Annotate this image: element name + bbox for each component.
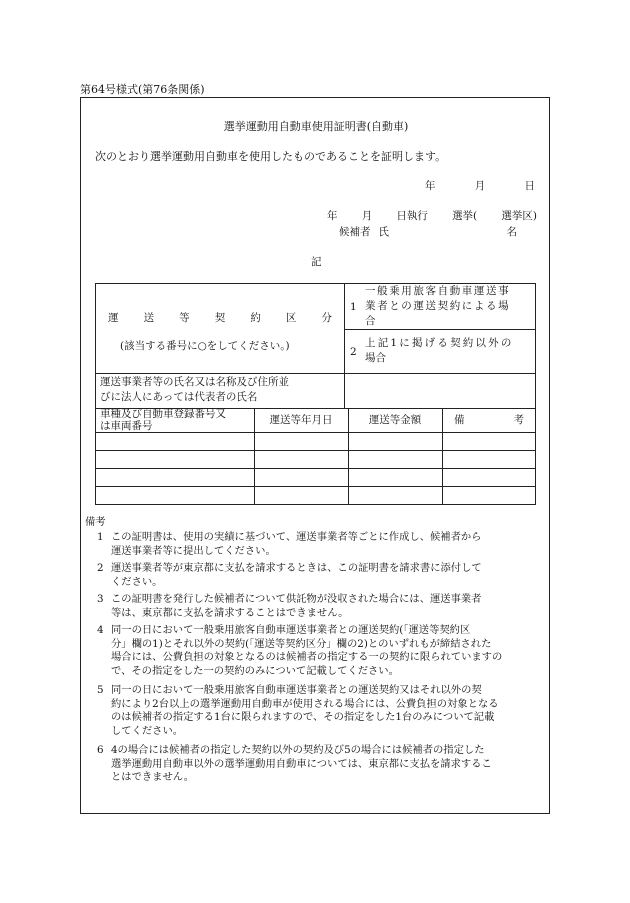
table-row-2-vehicle-cell[interactable] [97,451,253,467]
election-year-label: 年 [327,210,338,222]
notes-title: 備考 [85,516,106,528]
certificate-frame [80,97,550,814]
vehicle-number-header: 車種及び自動車登録番号又 は車両番号 [100,408,226,432]
contract-instruction: (該当する番号に○をしてください。) [120,340,290,352]
table-row-2-amount-cell[interactable] [349,451,441,467]
certification-statement: 次のとおり選挙運動用自動車を使用したものであることを証明します。 [95,150,447,163]
election-name-label: 選挙( [452,210,478,222]
remarks-header: 備 考 [454,414,524,426]
row-divider [96,373,536,374]
option-1-number[interactable]: 1 [350,301,357,313]
table-row-4-remarks-cell[interactable] [443,487,535,503]
note-item: 5 同一の日において一般乗用旅客自動車運送事業者との運送契約又はそれ以外の契 約により2台以上の選挙運動用自動車が使用される場合には、公費負担の対象となる のは候補者の指定する1台に限られますので、その指定をした1台のみについて記載 してください。 [97,684,499,737]
table-row-3-amount-cell[interactable] [349,469,441,485]
note-item: 2 運送事業者等が東京都に支払を請求するときは、この証明書を請求書に添付して ください。 [97,562,482,588]
transport-date-header: 運送等年月日 [269,414,333,426]
year-label: 年 [425,180,436,192]
table-row-3-date-cell[interactable] [255,469,347,485]
election-line [327,208,537,223]
table-row-3-vehicle-cell[interactable] [97,469,253,485]
ki-heading: 記 [311,256,322,268]
option-1-text: 一般乗用旅客自動車運送事 業者との運送契約による場 合 [365,285,511,327]
document-title: 選挙運動用自動車使用証明書(自動車) [223,120,409,133]
table-row-4-date-cell[interactable] [255,487,347,503]
note-item: 1 この証明書は、使用の実績に基づいて、運送事業者等ごとに作成し、候補者から 運送事業者等に提出してください。 [97,531,482,557]
constituency-label: 選挙区) [501,210,537,222]
form-number-label: 第64号様式(第76条関係) [80,83,205,96]
operator-name-field[interactable] [348,380,532,402]
given-name-label: 名 [506,226,517,238]
issue-date-line [425,178,535,193]
table-row-4-vehicle-cell[interactable] [97,487,253,503]
table-row-1-remarks-cell[interactable] [443,433,535,449]
day-label: 日 [524,180,535,192]
usage-table [95,283,536,505]
table-row-2-date-cell[interactable] [255,451,347,467]
table-row-1-date-cell[interactable] [255,433,347,449]
note-item: 4 同一の日において一般乗用旅客自動車運送事業者との運送契約(「運送等契約区 分」欄の1)とそれ以外の契約(「運送等契約区分」欄の2)とのいずれもが締結された 場合には、公費負担の対象となるのは候補者の指定する一の契約に限られていますの で、その指定をした一の契約のみについて記載してください。 [97,624,503,677]
surname-label: 氏 [378,226,389,238]
option-2-number[interactable]: 2 [350,346,357,358]
note-item: 6 4の場合には候補者の指定した契約以外の契約及び5の場合には候補者の指定した 選挙運動用自動車以外の選挙運動用自動車については、東京都に支払を請求するこ とはできません。 [97,744,492,784]
election-day-label: 日執行 [396,210,428,222]
candidate-label: 候補者 [339,226,371,238]
table-row-4-amount-cell[interactable] [349,487,441,503]
table-row-3-remarks-cell[interactable] [443,469,535,485]
contract-classification-label: 運 送 等 契 約 区 分 [108,312,332,324]
table-row-2-remarks-cell[interactable] [443,451,535,467]
note-item: 3 この証明書を発行した候補者について供託物が没収された場合には、運送事業者 等は、東京都に支払を請求することはできません。 [97,593,482,619]
table-row-1-amount-cell[interactable] [349,433,441,449]
operator-name-label: 運送事業者等の氏名又は名称及び住所並 びに法人にあっては代表者の氏名 [100,376,289,403]
option-2-text: 上記1に掲げる契約以外の 場合 [365,337,514,364]
candidate-line [339,224,517,239]
month-label: 月 [474,180,486,192]
transport-amount-header: 運送等金額 [368,414,422,426]
row-divider [344,329,536,330]
election-month-label: 月 [361,210,373,222]
column-divider [344,284,345,408]
table-row-1-vehicle-cell[interactable] [97,433,253,449]
